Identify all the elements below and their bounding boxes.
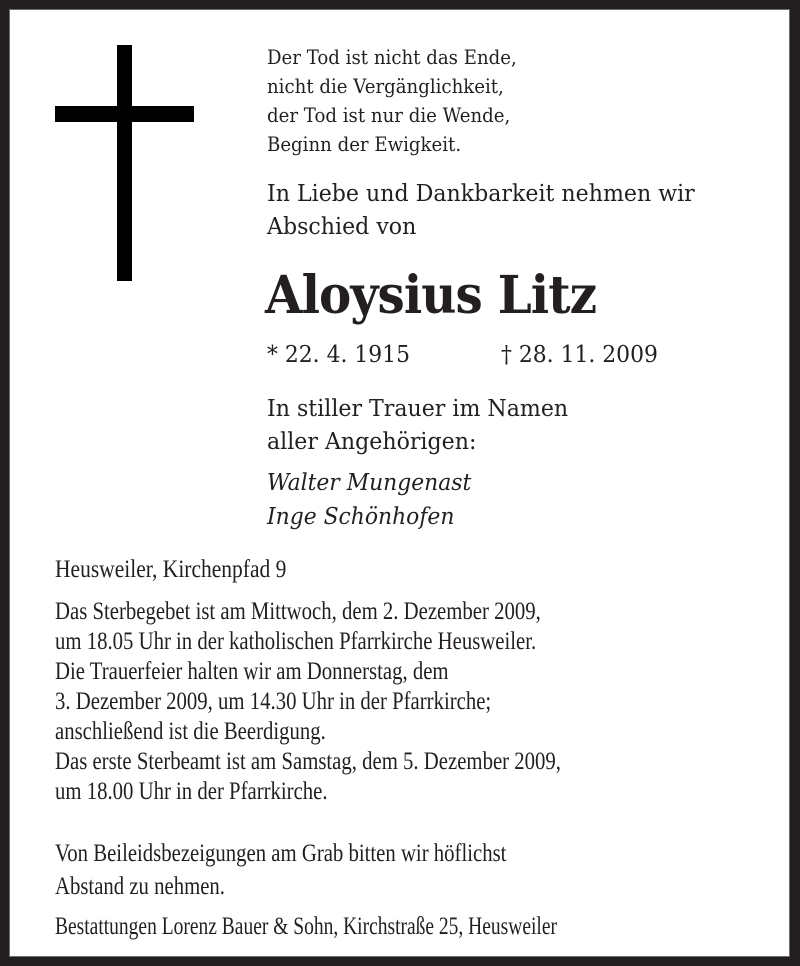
condolence-note [55,837,506,903]
poem-line: der Tod ist nur die Wende, [267,104,511,127]
obituary-notice [9,9,790,957]
death-date: † 28. 11. 2009 [501,340,658,368]
condolence-line: Abstand zu nehmen. [55,873,225,900]
mourning-line: In stiller Trauer im Namen [267,394,569,422]
cross-vertical-bar [117,45,132,281]
condolence-line: Von Beileidsbezeigungen am Grab bitten wir höflichst [55,840,507,867]
service-line: Das Sterbegebet ist am Mittwoch, dem 2. Dezember 2009, [55,598,541,625]
mourner-name: Walter Mungenast [267,468,472,496]
deceased-name: Aloysius Litz [265,265,597,326]
undertaker-info: Bestattungen Lorenz Bauer & Sohn, Kirchstraße 25, Heusweiler [55,913,557,940]
mourning-line: aller Angehörigen: [267,427,477,455]
service-details [55,597,561,807]
poem [267,43,517,159]
mourner-names [267,465,471,533]
family-address: Heusweiler, Kirchenpfad 9 [55,556,287,583]
mourner-name: Inge Schönhofen [267,502,455,530]
poem-line: Beginn der Ewigkeit. [267,133,462,156]
cross-horizontal-bar [55,106,194,122]
service-line: Die Trauerfeier halten wir am Donnerstag, dem [55,658,449,685]
birth-date: * 22. 4. 1915 [267,340,411,368]
service-line: um 18.05 Uhr in der katholischen Pfarrkirche Heusweiler. [55,628,537,655]
service-line: anschließend ist die Beerdigung. [55,718,326,745]
service-line: 3. Dezember 2009, um 14.30 Uhr in der Pfarrkirche; [55,688,492,715]
service-line: um 18.00 Uhr in der Pfarrkirche. [55,778,328,805]
mourning-statement [267,392,568,458]
intro-line: In Liebe und Dankbarkeit nehmen wir [267,179,695,207]
intro-line: Abschied von [267,212,417,240]
poem-line: Der Tod ist nicht das Ende, [267,46,517,69]
poem-line: nicht die Vergänglichkeit, [267,75,504,98]
farewell-intro [267,177,695,243]
service-line: Das erste Sterbeamt ist am Samstag, dem 5. Dezember 2009, [55,748,561,775]
